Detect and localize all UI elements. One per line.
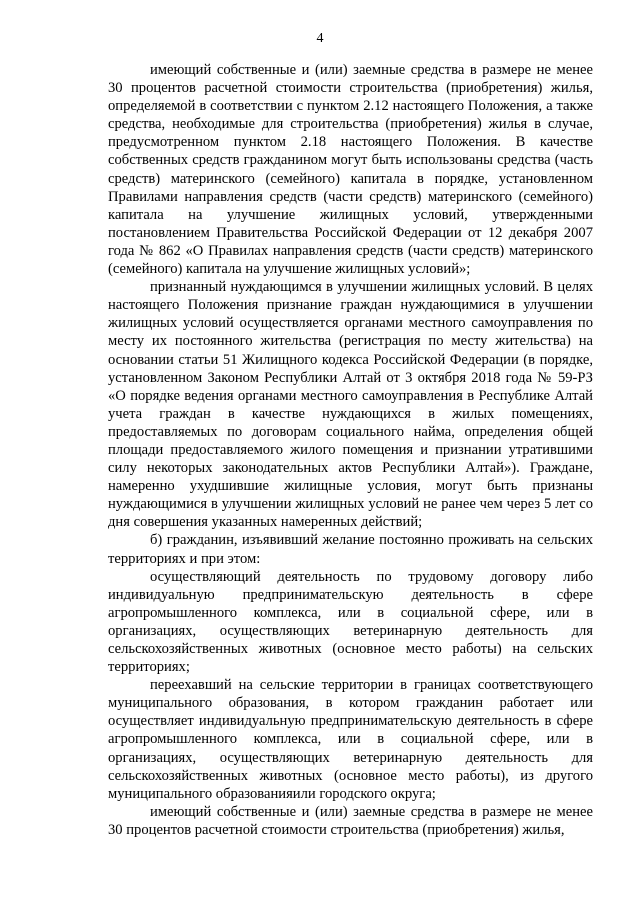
paragraph: переехавший на сельские территории в границах соответствующего муниципального образования, в котором гражданин работает или осуществляет индивидуальную предпринимательскую деятельность в сфере агропромышленного комплекса, или в социальной сфере, или в организациях, осуществляющих ветеринарную деятельность для сельскохозяйственных животных (основное место работы), из другого муниципального образованияили городского округа;: [108, 677, 593, 802]
paragraph: осуществляющий деятельность по трудовому договору либо индивидуальную предпринимательскую деятельность в сфере агропромышленного комплекса, или в социальной сфере, или в организациях, осуществляющих ветеринарную деятельность для сельскохозяйственных животных (основное место работы) на сельских территориях;: [108, 568, 593, 676]
paragraph: имеющий собственные и (или) заемные средства в размере не менее 30 процентов расчетной стоимости строительства (приобретения) жилья, определяемой в соответствии с пунктом 2.12 настоящего Положения, а также средства, необходимые для строительства (приобретения) жилья в случае, предусмотренном пунктом 2.18 настоящего Положения. В качестве собственных средств гражданином могут быть использованы средства (часть средств) материнского (семейного) капитала в порядке, установленном Правилами направления средств (части средств) материнского (семейного) капитала на улучшение жилищных условий, утвержденными постановлением Правительства Российской Федерации от 12 декабря 2007 года № 862 «О Правилах направления средств (части средств) материнского (семейного) капитала на улучшение жилищных условий»;: [108, 62, 593, 278]
page-number: 4: [316, 31, 324, 46]
document-body: [108, 61, 593, 839]
paragraph: признанный нуждающимся в улучшении жилищных условий. В целях настоящего Положения признание граждан нуждающимися в улучшении жилищных условий осуществляется органами местного самоуправления по месту их постоянного жительства (регистрация по месту жительства) на основании статьи 51 Жилищного кодекса Российской Федерации (в порядке, установленном Законом Республики Алтай от 3 октября 2018 года № 59-РЗ «О порядке ведения органами местного самоуправления в Республике Алтай учета граждан в качестве нуждающихся в жилых помещениях, предоставляемых по договорам социального найма, определения общей площади предоставляемого жилого помещения и признании утратившими силу некоторых законодательных актов Республики Алтай»). Граждане, намеренно ухудшившие жилищные условия, могут быть признаны нуждающимися в улучшении жилищных условий не ранее чем через 5 лет со дня совершения указанных намеренных действий;: [108, 279, 593, 531]
paragraph: имеющий собственные и (или) заемные средства в размере не менее 30 процентов расчетной стоимости строительства (приобретения) жилья,: [108, 803, 593, 838]
paragraph: б) гражданин, изъявивший желание постоянно проживать на сельских территориях и при этом:: [108, 532, 593, 567]
